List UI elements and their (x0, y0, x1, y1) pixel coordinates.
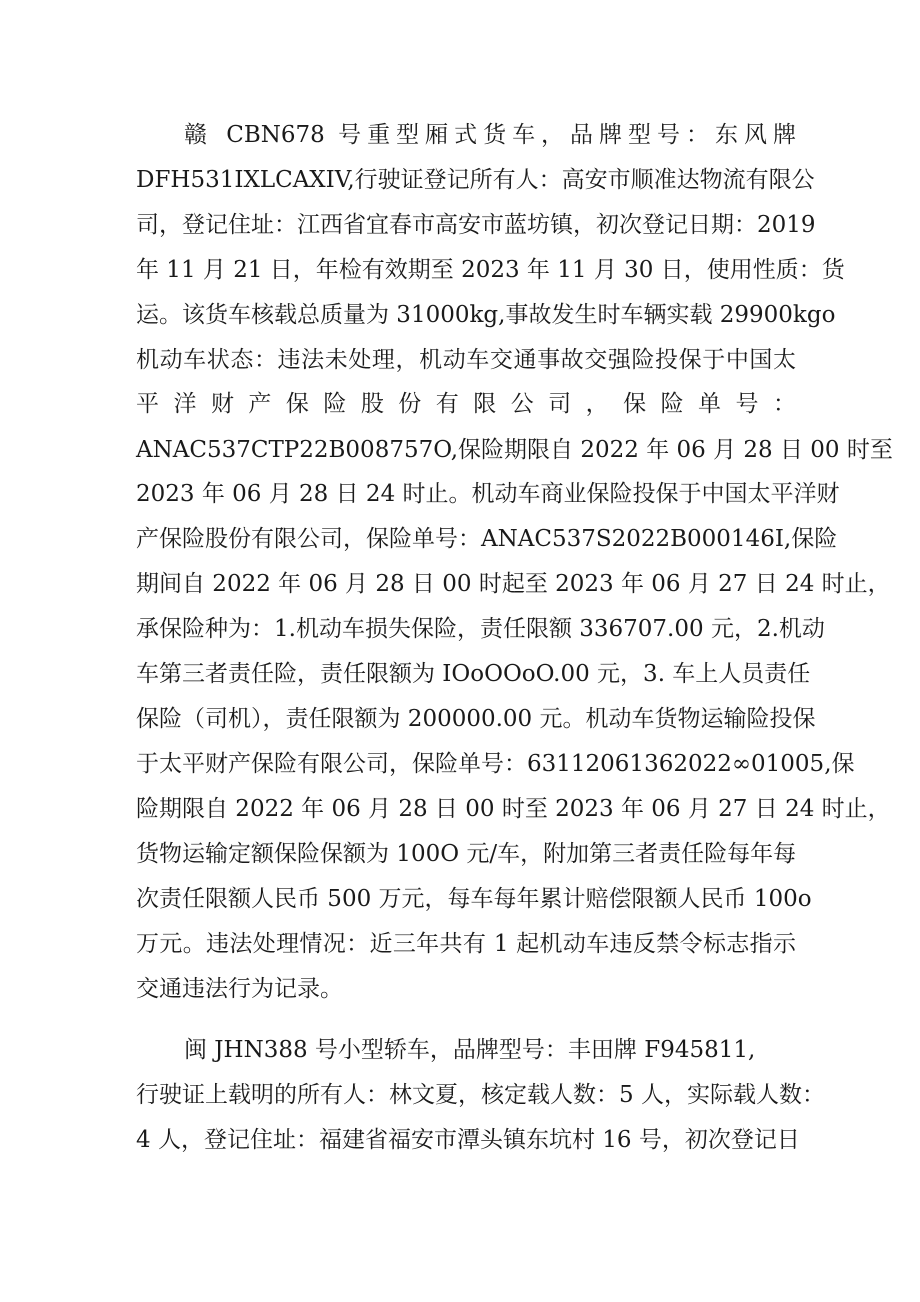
paragraph-1-line-20: 交通违法行为记录。 (136, 976, 343, 1002)
paragraph-1-line-7: 平洋财产保险股份有限公司，保险单号： (136, 391, 796, 417)
paragraph-1-line-5: 运。该货车核载总质量为 31000kg,事故发生时车辆实载 29900kgo (136, 302, 836, 328)
paragraph-1-line-13: 车第三者责任险，责任限额为 IOoOOoO.00 元，3. 车上人员责任 (136, 661, 811, 687)
paragraph-2-line-3: 4 人，登记住址：福建省福安市潭头镇东坑村 16 号，初次登记日 (136, 1127, 800, 1153)
paragraph-1-line-6: 机动车状态：违法未处理，机动车交通事故交强险投保于中国太 (136, 347, 796, 373)
paragraph-2-line-1: 闽 JHN388 号小型轿车，品牌型号：丰田牌 F945811, (184, 1037, 756, 1063)
paragraph-1-line-14: 保险（司机），责任限额为 200000.00 元。机动车货物运输险投保 (136, 706, 816, 732)
paragraph-1-line-9: 2023 年 06 月 28 日 24 时止。机动车商业保险投保于中国太平洋财 (136, 481, 840, 507)
paragraph-1-line-8: ANAC537CTP22B008757O,保险期限自 2022 年 06 月 28 日 00 时至 (136, 437, 893, 463)
paragraph-1-line-3: 司，登记住址：江西省宜春市高安市蓝坊镇，初次登记日期：2019 (136, 212, 816, 238)
paragraph-1-line-4: 年 11 月 21 日，年检有效期至 2023 年 11 月 30 日，使用性质：货 (136, 257, 845, 283)
paragraph-1-line-17: 货物运输定额保险保额为 100O 元/车，附加第三者责任险每年每 (136, 841, 797, 867)
paragraph-1-line-19: 万元。违法处理情况：近三年共有 1 起机动车违反禁令标志指示 (136, 931, 796, 957)
paragraph-1-line-11: 期间自 2022 年 06 月 28 日 00 时起至 2023 年 06 月 27 日 24 时止， (136, 571, 891, 597)
paragraph-1-line-1: 赣 CBN678 号重型厢式货车，品牌型号：东风牌 (184, 122, 796, 148)
paragraph-1-line-2: DFH531IXLCAXIV,行驶证登记所有人：高安市顺准达物流有限公 (136, 167, 815, 193)
paragraph-1-line-10: 产保险股份有限公司，保险单号：ANAC537S2022B000146I,保险 (136, 526, 838, 552)
paragraph-1-line-16: 险期限自 2022 年 06 月 28 日 00 时至 2023 年 06 月 27 日 24 时止， (136, 796, 891, 822)
paragraph-1-line-18: 次责任限额人民币 500 万元，每车每年累计赔偿限额人民币 100o (136, 886, 812, 912)
paragraph-1-line-15: 于太平财产保险有限公司，保险单号：63112061362022∞01005,保 (136, 751, 855, 777)
paragraph-1-line-12: 承保险种为：1.机动车损失保险，责任限额 336707.00 元，2.机动 (136, 616, 825, 642)
paragraph-2-line-2: 行驶证上载明的所有人：林文夏，核定载人数：5 人，实际载人数： (136, 1082, 825, 1108)
